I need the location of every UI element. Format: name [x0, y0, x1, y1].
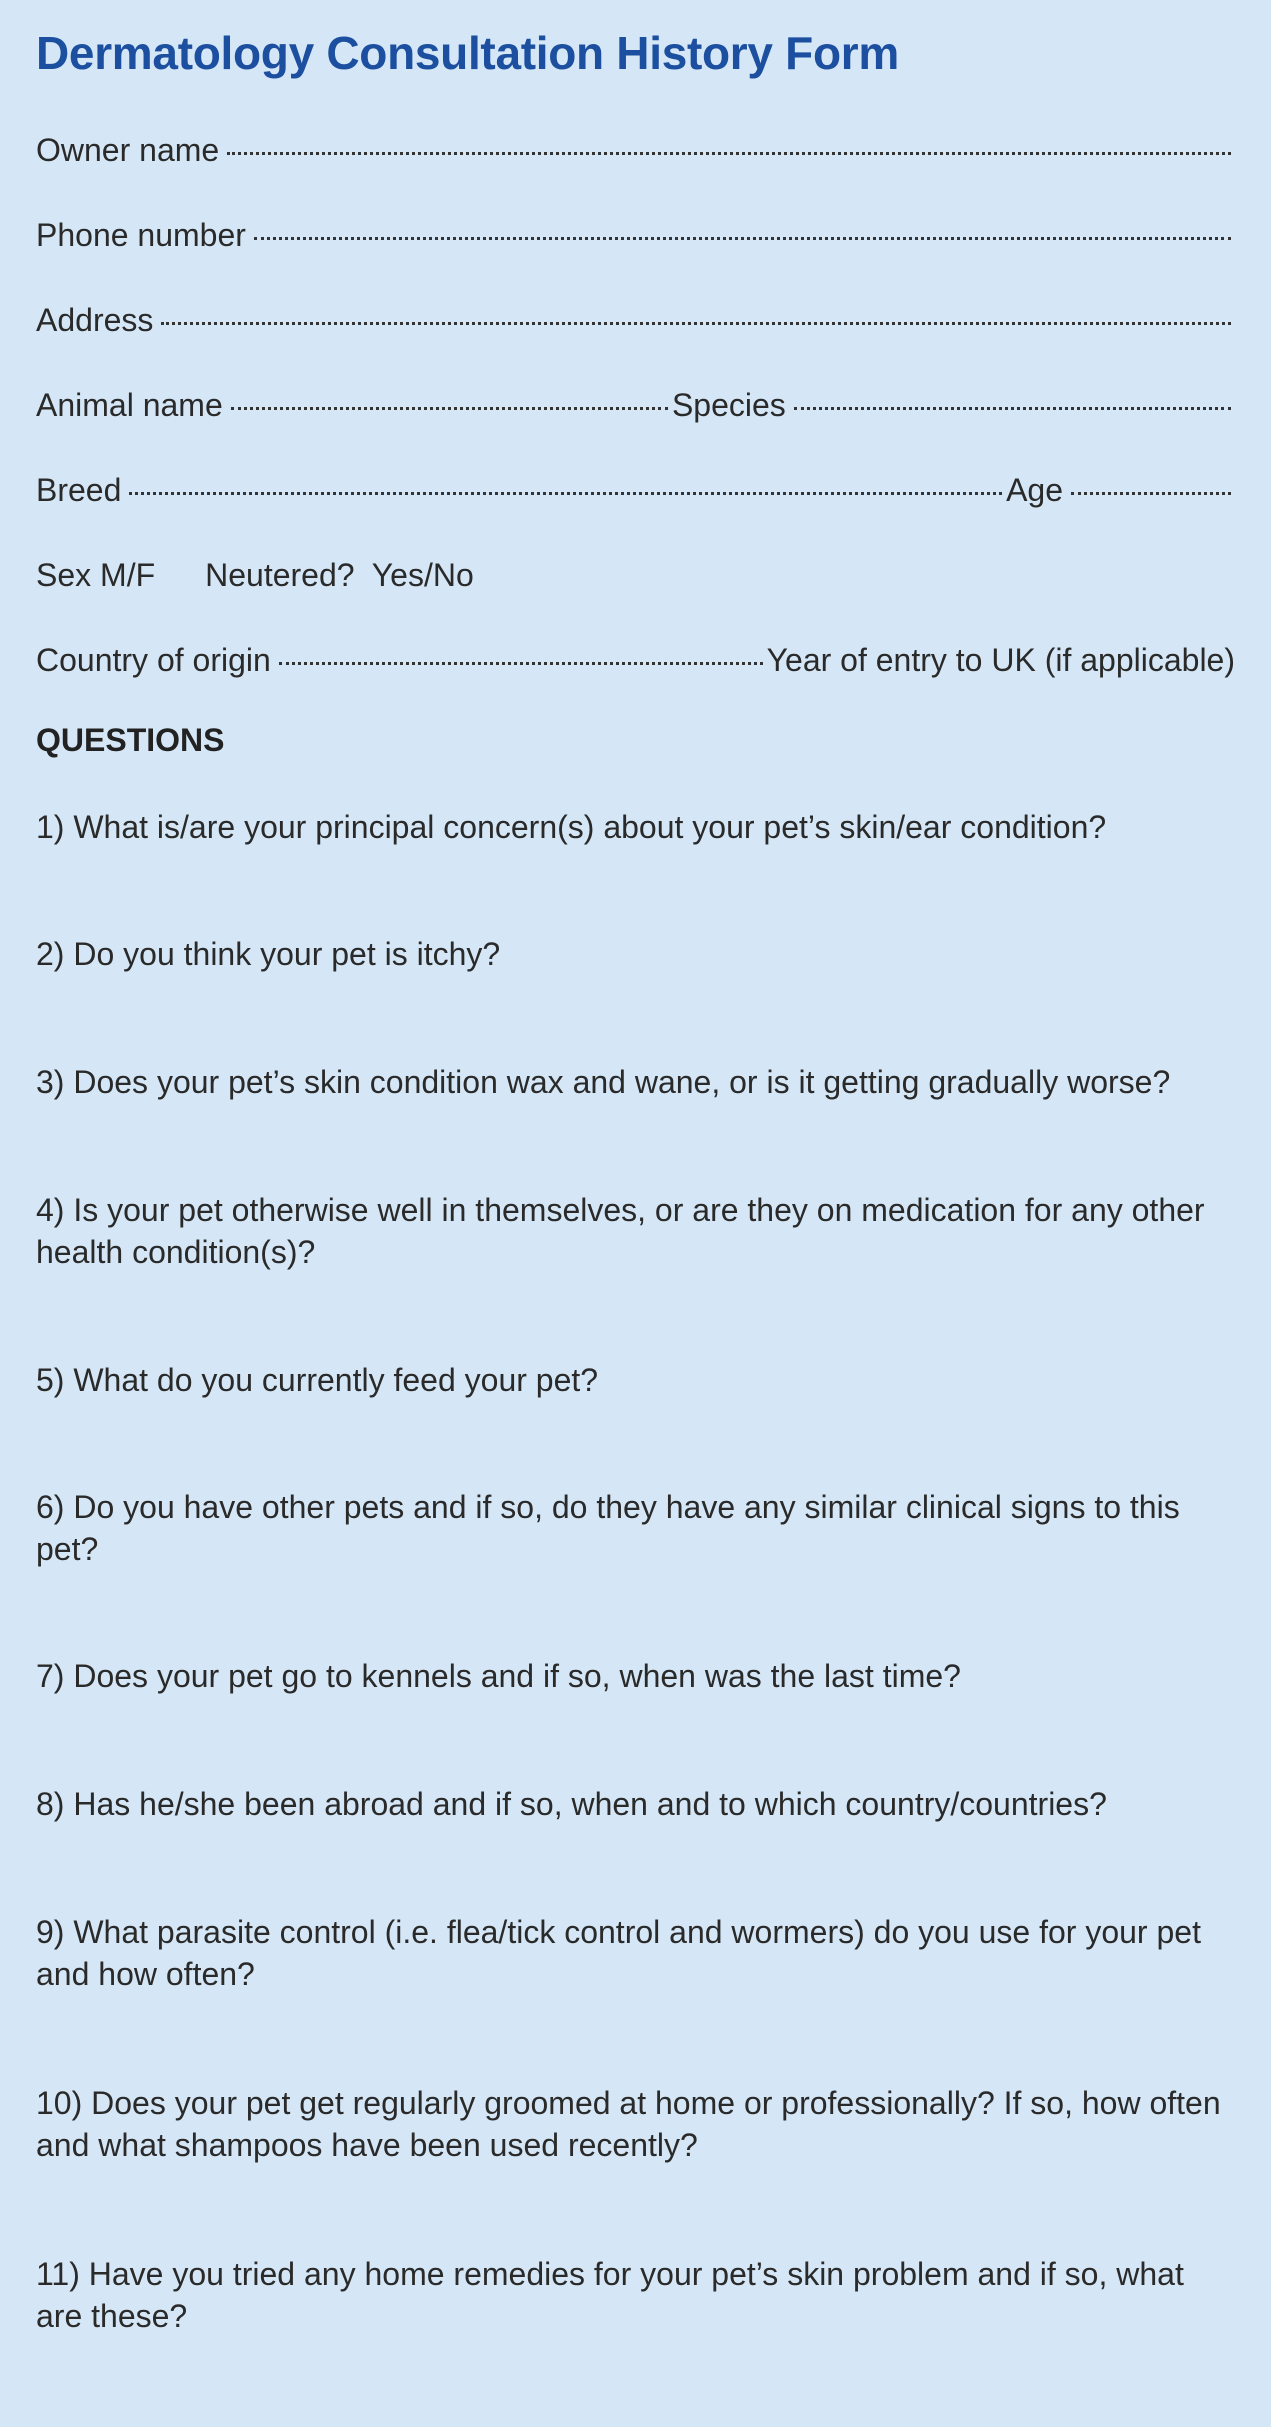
- phone-number-line[interactable]: [254, 237, 1231, 240]
- question-4: 4) Is your pet otherwise well in themselves, or are they on medication for any other health condition(s)?: [36, 1192, 1205, 1270]
- question-5: 5) What do you currently feed your pet?: [36, 1362, 599, 1398]
- species-line[interactable]: [794, 407, 1231, 410]
- country-of-origin-line[interactable]: [279, 662, 763, 665]
- question-8: 8) Has he/she been abroad and if so, when and to which country/countries?: [36, 1786, 1107, 1822]
- owner-name-label: Owner name: [36, 132, 220, 168]
- owner-name-row: [36, 130, 1235, 170]
- age-line[interactable]: [1071, 492, 1231, 495]
- questions-heading: QUESTIONS: [36, 722, 225, 758]
- phone-number-label: Phone number: [36, 217, 246, 253]
- question-7: 7) Does your pet go to kennels and if so, when was the last time?: [36, 1658, 961, 1694]
- age-label: Age: [1006, 472, 1063, 508]
- breed-label: Breed: [36, 472, 122, 508]
- animal-name-label: Animal name: [36, 387, 223, 423]
- address-row: [36, 300, 1235, 340]
- animal-species-row: [36, 385, 1235, 425]
- question-3: 3) Does your pet’s skin condition wax and wane, or is it getting gradually worse?: [36, 1064, 1171, 1100]
- question-10: 10) Does your pet get regularly groomed at home or professionally? If so, how often and what shampoos have been used recently?: [36, 2085, 1221, 2163]
- question-9: 9) What parasite control (i.e. flea/tick control and wormers) do you use for your pet and how often?: [36, 1914, 1201, 1992]
- question-11: 11) Have you tried any home remedies for your pet’s skin problem and if so, what are these?: [36, 2256, 1184, 2334]
- origin-row: [36, 640, 1235, 680]
- sex-label[interactable]: Sex M/F: [36, 557, 156, 593]
- question-1: 1) What is/are your principal concern(s) about your pet’s skin/ear condition?: [36, 809, 1107, 845]
- phone-number-row: [36, 215, 1235, 255]
- question-6: 6) Do you have other pets and if so, do they have any similar clinical signs to this pet?: [36, 1489, 1180, 1567]
- species-label: Species: [671, 387, 786, 423]
- address-label: Address: [36, 302, 154, 338]
- breed-age-row: [36, 470, 1235, 510]
- sex-neutered-row: [36, 555, 1235, 595]
- address-line[interactable]: [161, 322, 1231, 325]
- breed-line[interactable]: [129, 492, 1002, 495]
- neutered-label[interactable]: Neutered? Yes/No: [205, 557, 474, 593]
- owner-name-line[interactable]: [227, 152, 1231, 155]
- animal-name-line[interactable]: [231, 407, 668, 410]
- question-2: 2) Do you think your pet is itchy?: [36, 936, 501, 972]
- form-title: Dermatology Consultation History Form: [36, 27, 899, 79]
- country-of-origin-label: Country of origin: [36, 642, 271, 678]
- year-of-entry-label: Year of entry to UK (if applicable): [766, 642, 1235, 678]
